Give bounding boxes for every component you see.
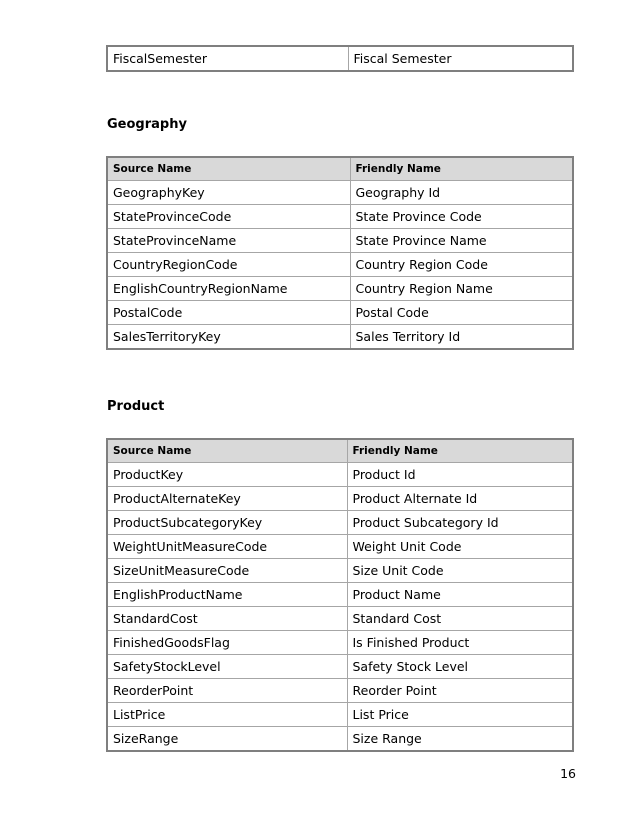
friendly-name-cell: Product Name — [347, 583, 573, 607]
source-name-cell: EnglishCountryRegionName — [107, 277, 350, 301]
table-row — [107, 679, 573, 703]
source-name-cell: StateProvinceName — [107, 229, 350, 253]
source-name-cell: SafetyStockLevel — [107, 655, 347, 679]
friendly-name-cell: Reorder Point — [347, 679, 573, 703]
source-name-cell: SizeUnitMeasureCode — [107, 559, 347, 583]
friendly-name-cell: List Price — [347, 703, 573, 727]
friendly-name-cell: Country Region Code — [350, 253, 573, 277]
table-row — [107, 727, 573, 752]
table-row — [107, 205, 573, 229]
source-name-cell: StateProvinceCode — [107, 205, 350, 229]
friendly-name-cell: Safety Stock Level — [347, 655, 573, 679]
source-name-cell: WeightUnitMeasureCode — [107, 535, 347, 559]
table-row — [107, 511, 573, 535]
source-name-cell: SizeRange — [107, 727, 347, 752]
source-name-cell: ProductKey — [107, 463, 347, 487]
table-row — [107, 325, 573, 350]
source-name-cell: ProductSubcategoryKey — [107, 511, 347, 535]
table-row — [107, 463, 573, 487]
geography-table — [106, 156, 574, 350]
friendly-name-cell: Size Range — [347, 727, 573, 752]
source-name-cell: ProductAlternateKey — [107, 487, 347, 511]
source-name-cell: CountryRegionCode — [107, 253, 350, 277]
friendly-name-cell: State Province Code — [350, 205, 573, 229]
table-row — [107, 583, 573, 607]
source-name-cell: SalesTerritoryKey — [107, 325, 350, 350]
fiscal-table — [106, 45, 574, 72]
source-name-cell: ReorderPoint — [107, 679, 347, 703]
source-name-cell: PostalCode — [107, 301, 350, 325]
friendly-name-cell: Product Id — [347, 463, 573, 487]
source-name-cell: StandardCost — [107, 607, 347, 631]
table-row — [107, 253, 573, 277]
table-row — [107, 559, 573, 583]
friendly-name-cell: Standard Cost — [347, 607, 573, 631]
product-table — [106, 438, 574, 752]
table-row — [107, 535, 573, 559]
source-name-cell: FiscalSemester — [107, 46, 348, 71]
table-row — [107, 46, 573, 71]
table-header-row — [107, 439, 573, 463]
friendly-name-cell: Is Finished Product — [347, 631, 573, 655]
friendly-name-cell: Product Subcategory Id — [347, 511, 573, 535]
source-name-cell: ListPrice — [107, 703, 347, 727]
source-name-header: Source Name — [107, 157, 350, 181]
source-name-cell: GeographyKey — [107, 181, 350, 205]
friendly-name-header: Friendly Name — [350, 157, 573, 181]
friendly-name-cell: Geography Id — [350, 181, 573, 205]
source-name-cell: EnglishProductName — [107, 583, 347, 607]
friendly-name-cell: Size Unit Code — [347, 559, 573, 583]
table-row — [107, 301, 573, 325]
table-row — [107, 229, 573, 253]
source-name-header: Source Name — [107, 439, 347, 463]
fiscal-table-body — [107, 46, 573, 71]
table-row — [107, 655, 573, 679]
friendly-name-cell: Product Alternate Id — [347, 487, 573, 511]
page-number: 16 — [560, 766, 576, 781]
friendly-name-cell: Fiscal Semester — [348, 46, 573, 71]
friendly-name-cell: Country Region Name — [350, 277, 573, 301]
product-table-body — [107, 463, 573, 752]
table-row — [107, 277, 573, 301]
source-name-cell: FinishedGoodsFlag — [107, 631, 347, 655]
friendly-name-cell: Sales Territory Id — [350, 325, 573, 350]
geography-heading: Geography — [107, 117, 187, 132]
table-row — [107, 631, 573, 655]
geography-table-body — [107, 181, 573, 350]
friendly-name-cell: State Province Name — [350, 229, 573, 253]
table-row — [107, 487, 573, 511]
table-header-row — [107, 157, 573, 181]
table-row — [107, 703, 573, 727]
product-heading: Product — [107, 399, 165, 414]
friendly-name-header: Friendly Name — [347, 439, 573, 463]
friendly-name-cell: Weight Unit Code — [347, 535, 573, 559]
table-row — [107, 181, 573, 205]
friendly-name-cell: Postal Code — [350, 301, 573, 325]
table-row — [107, 607, 573, 631]
